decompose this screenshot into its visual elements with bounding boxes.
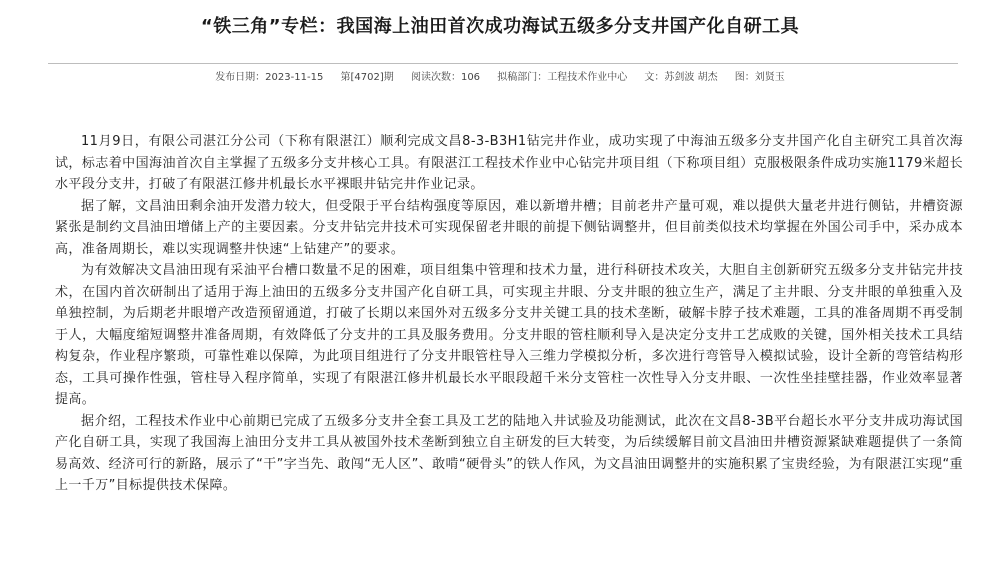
paragraph: 为有效解决文昌油田现有采油平台槽口数量不足的困难，项目组集中管理和技术力量，进行科研技术攻关，大胆自主创新研究五级多分支井钻完井技术，在国内首次研制出了适用于海上油田的五级多分支井国产化自研工具，可实现主井眼、分支井眼的独立生产，满足了主井眼、分支井眼的单独重入及单独控制，为后期老井眼增产改造预留通道，打破了长期以来国外对五级多分支井关键工具的技术垄断，破解卡脖子技术难题，工具的准备周期不再受制于人，大幅度缩短调整井准备周期，有效降低了分支井的工具及服务费用。分支井眼的管柱顺利导入是决定分支井工艺成败的关键，国外相关技术工具结构复杂，作业程序繁琐，可靠性难以保障，为此项目组进行了分支井眼管柱导入三维力学模拟分析，多次进行弯管导入模拟试验，设计全新的弯管结构形态，工具可操作性强，管柱导入程序简单，实现了有限湛江修井机最长水平眼段超千米分支管柱一次性导入分支井眼、一次性坐挂壁挂器，作业效率显著提高。 — [55, 263, 963, 407]
paragraph: 11月9日，有限公司湛江分公司（下称有限湛江）顺利完成文昌8-3-B3H1钻完井作业，成功实现了中海油五级多分支井国产化自主研究工具首次海试，标志着中国海油首次自主掌握了五级多分支井核心工具。有限湛江工程技术作业中心钻完井项目组（下称项目组）克服极限条件成功实施1179米超长水平段分支井，打破了有限湛江修井机最长水平裸眼井钻完井作业记录。 — [55, 134, 963, 192]
publish-date: 发布日期：2023-11-15 — [215, 72, 324, 83]
article-title: “铁三角”专栏：我国海上油田首次成功海试五级多分支井国产化自研工具 — [200, 16, 800, 37]
paragraph: 据了解，文昌油田剩余油开发潜力较大，但受限于平台结构强度等原因，难以新增井槽；目前老井产量可观，难以提供大量老井进行侧钻，井槽资源紧张是制约文昌油田增储上产的主要因素。分支井钻完井技术可实现保留老井眼的前提下侧钻调整井，但目前类似技术均掌握在外国公司手中，采办成本高，准备周期长，难以实现调整井快速“上钻建产”的要求。 — [55, 198, 963, 257]
issue-number: 第[4702]期 — [340, 72, 394, 83]
paragraph: 据介绍，工程技术作业中心前期已完成了五级多分支井全套工具及工艺的陆地入井试验及功能测试，此次在文昌8-3B平台超长水平分支井成功海试国产化自研工具，实现了我国海上油田分支井工具从被国外技术垄断到独立自主研发的巨大转变，为后续缓解目前文昌油田井槽资源紧缺难题提供了一条简易高效、经济可行的新路，展示了“干”字当先、敢闯“无人区”、敢啃“硬骨头”的铁人作风，为文昌油田调整井的实施积累了宝贵经验，为有限湛江实现“重上一千万”目标提供技术保障。 — [55, 413, 963, 493]
article-body — [55, 131, 963, 497]
photographer: 图：刘贤玉 — [734, 72, 785, 83]
author: 文：苏剑波 胡杰 — [644, 72, 718, 83]
title-divider — [48, 63, 958, 64]
view-count: 阅读次数：106 — [410, 72, 481, 83]
drafting-department: 拟稿部门：工程技术作业中心 — [497, 72, 628, 83]
article-meta — [0, 70, 1000, 86]
